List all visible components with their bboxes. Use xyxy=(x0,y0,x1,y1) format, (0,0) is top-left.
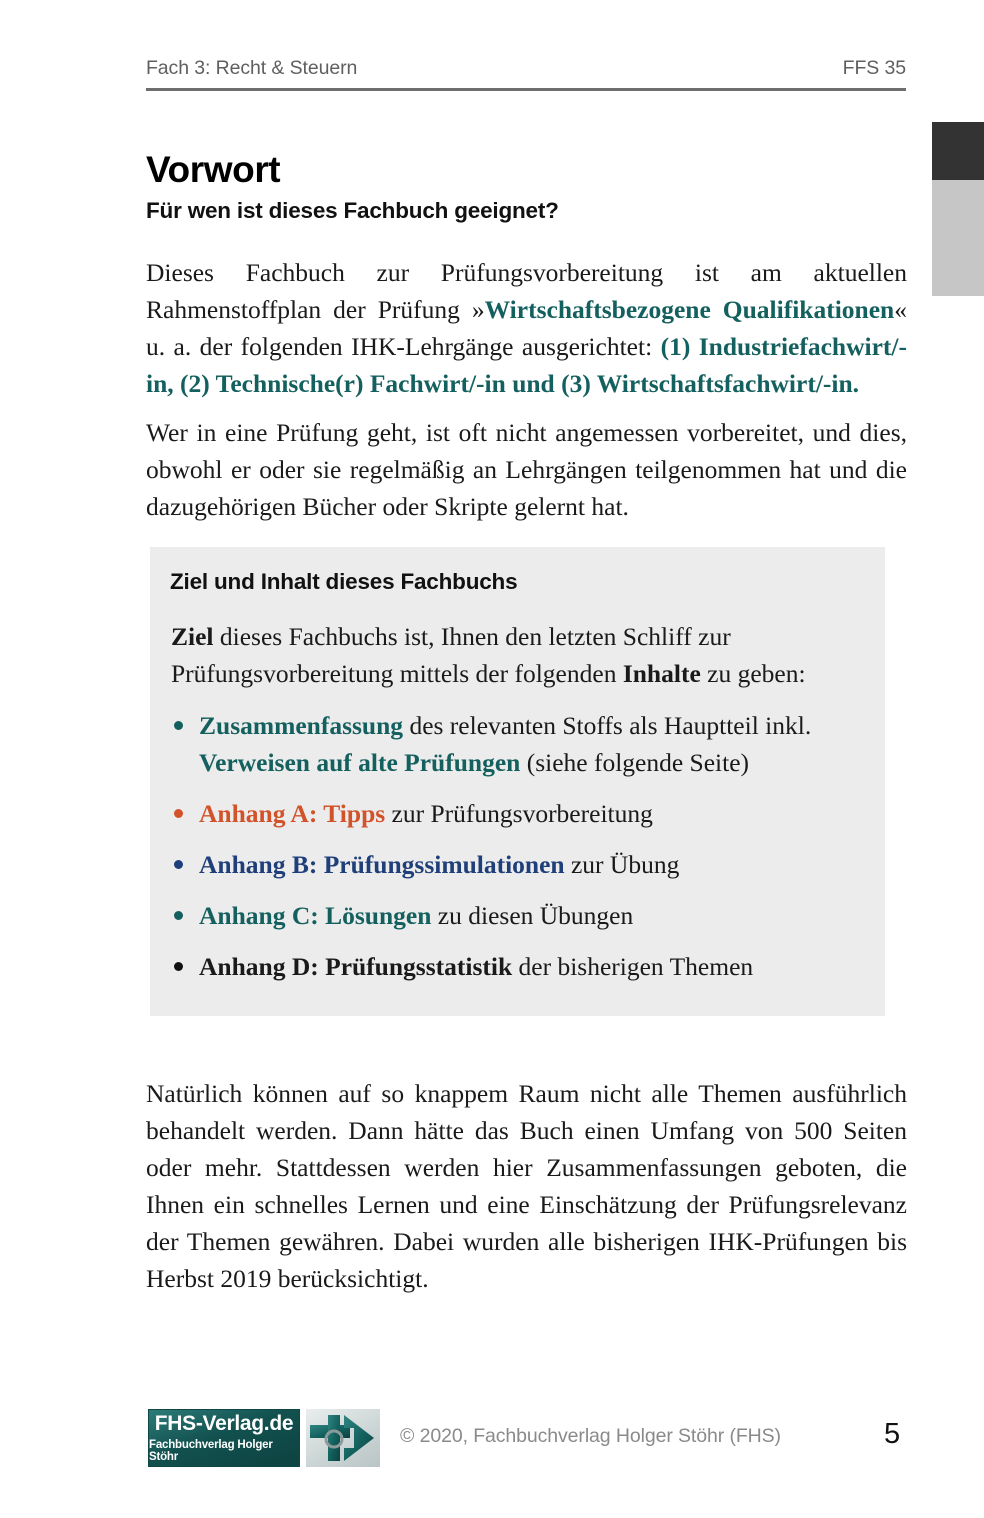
bullet-marker-icon xyxy=(174,809,183,818)
callout-intro xyxy=(171,618,863,692)
arrow-logo-mark xyxy=(306,1409,380,1467)
intro-text-part1: Dieses Fachbuch zur Prüfungsvorbereitung ist am aktuellen Rahmenstoffplan der Prüfung » xyxy=(146,258,907,324)
page-title: Vorwort xyxy=(146,148,281,190)
publisher-logo xyxy=(148,1409,300,1467)
paragraph-intro xyxy=(146,254,907,402)
list-item xyxy=(171,948,871,985)
list-item xyxy=(171,707,871,781)
list-item-rest: der bisherigen Themen xyxy=(512,952,754,981)
list-item-emphasis: Anhang D: Prüfungsstatistik xyxy=(199,952,513,981)
header-divider xyxy=(146,88,906,91)
list-item-emphasis: Zusammenfassung xyxy=(199,711,404,740)
intro-highlight-qualifikationen: Wirtschaftsbezogene Qualifikationen xyxy=(484,295,895,324)
callout-bullet-list xyxy=(171,707,871,999)
list-item-emphasis-secondary: Verweisen auf alte Prüfungen xyxy=(199,748,521,777)
intro-text-part2: « u. a. der folgenden IHK-Lehrgänge ausgerichtet: xyxy=(146,295,907,361)
callout-intro-tail: zu geben: xyxy=(700,659,806,688)
edge-tab-active xyxy=(932,122,984,180)
publisher-logo-name: FHS-Verlag.de xyxy=(154,1412,294,1435)
copyright-notice: © 2020, Fachbuchverlag Holger Stöhr (FHS) xyxy=(400,1425,781,1447)
bullet-marker-icon xyxy=(174,860,183,869)
list-item-rest: (siehe folgende Seite) xyxy=(520,748,750,777)
bullet-marker-icon xyxy=(174,911,183,920)
list-item-emphasis: Anhang C: Lösungen xyxy=(199,901,432,930)
list-item xyxy=(171,897,871,934)
edge-tab-inactive xyxy=(932,180,984,296)
callout-intro-middle: dieses Fachbuchs ist, Ihnen den letzten Schliff zur Prüfungsvorbereitung mittels der folgenden xyxy=(171,622,731,688)
running-head-left: Fach 3: Recht & Steuern xyxy=(146,57,358,79)
callout-title: Ziel und Inhalt dieses Fachbuchs xyxy=(170,569,518,594)
list-item-emphasis: Anhang A: Tipps xyxy=(199,799,386,828)
bullet-marker-icon xyxy=(174,962,183,971)
list-item xyxy=(171,795,871,832)
list-item-middle: des relevanten Stoffs als Hauptteil inkl. xyxy=(403,711,812,740)
running-head-right: FFS 35 xyxy=(842,57,906,79)
publisher-logo-tagline: Fachbuchverlag Holger Stöhr xyxy=(149,1439,273,1463)
callout-intro-bold-ziel: Ziel xyxy=(171,622,214,651)
callout-intro-bold-inhalte: Inhalte xyxy=(622,659,701,688)
arrow-right-icon xyxy=(306,1409,380,1467)
section-heading: Für wen ist dieses Fachbuch geeignet? xyxy=(146,198,559,223)
running-head xyxy=(146,57,906,80)
list-item xyxy=(171,846,871,883)
list-item-rest: zur Übung xyxy=(564,850,680,879)
list-item-rest: zu diesen Übungen xyxy=(431,901,634,930)
bullet-marker-icon xyxy=(174,721,183,730)
list-item-emphasis: Anhang B: Prüfungssimulationen xyxy=(199,850,565,879)
intro-highlight-lehrgaenge: (1) Industriefachwirt/-in, (2) Technische(r) Fachwirt/-in und (3) Wirtschaftsfachwirt/-in. xyxy=(146,332,907,398)
paragraph-last: Natürlich können auf so knappem Raum nicht alle Themen ausführlich behandelt werden. Dann hätte das Buch einen Umfang von 500 Seiten oder mehr. Stattdessen werden hier Zusammenfassungen geboten, die Ihnen ein schnelles Lernen und eine Einschätzung der Prüfungsrelevanz der Themen gewähren. Dabei wurden alle bisherigen IHK-Prüfungen bis Herbst 2019 berücksichtigt. xyxy=(146,1079,907,1293)
page-number: 5 xyxy=(884,1418,901,1450)
list-item-rest: zur Prüfungsvorbereitung xyxy=(385,799,653,828)
paragraph-second: Wer in eine Prüfung geht, ist oft nicht angemessen vorbereitet, und dies, obwohl er oder sie regelmäßig an Lehrgängen teilgenommen hat und die dazugehörigen Bücher oder Skripte gelernt hat. xyxy=(146,418,907,521)
